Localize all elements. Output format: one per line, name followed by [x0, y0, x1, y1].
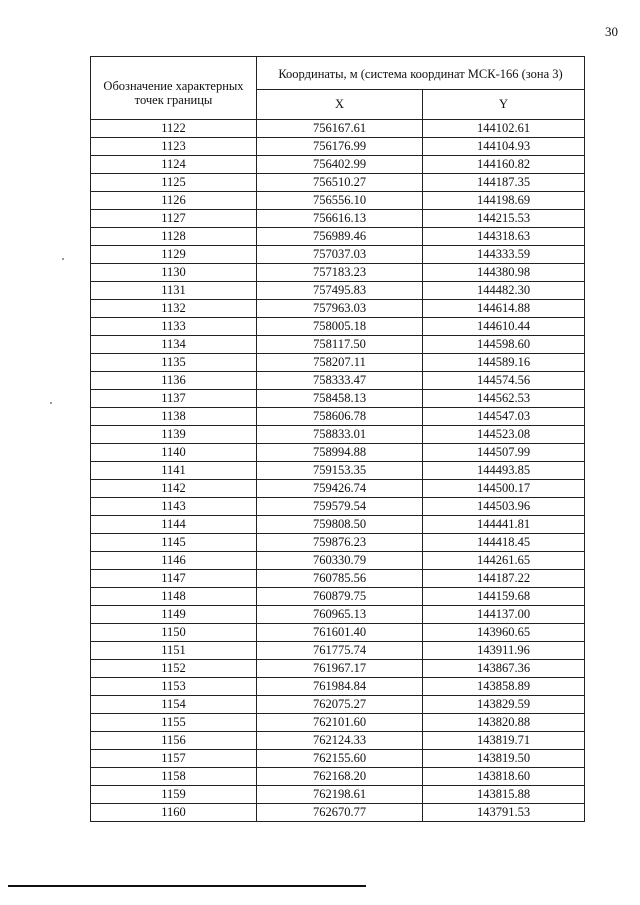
y-coordinate-cell: 144187.22 [423, 570, 585, 588]
x-coordinate-cell: 758994.88 [257, 444, 423, 462]
x-coordinate-cell: 757037.03 [257, 246, 423, 264]
point-id-cell: 1156 [91, 732, 257, 750]
table-header-row [91, 57, 585, 90]
x-coordinate-cell: 762155.60 [257, 750, 423, 768]
y-column-header: Y [423, 90, 585, 120]
x-coordinate-cell: 760965.13 [257, 606, 423, 624]
x-coordinate-cell: 760785.56 [257, 570, 423, 588]
designation-column-header: Обозначение характерных точек границы [91, 57, 257, 120]
table-row [91, 660, 585, 678]
table-row [91, 498, 585, 516]
x-coordinate-cell: 762101.60 [257, 714, 423, 732]
table-row [91, 426, 585, 444]
point-id-cell: 1149 [91, 606, 257, 624]
y-coordinate-cell: 143819.71 [423, 732, 585, 750]
y-coordinate-cell: 144159.68 [423, 588, 585, 606]
point-id-cell: 1133 [91, 318, 257, 336]
table-row [91, 408, 585, 426]
table-row [91, 174, 585, 192]
point-id-cell: 1150 [91, 624, 257, 642]
x-coordinate-cell: 758606.78 [257, 408, 423, 426]
table-row [91, 804, 585, 822]
page-number: 30 [605, 24, 618, 39]
y-coordinate-cell: 144614.88 [423, 300, 585, 318]
point-id-cell: 1155 [91, 714, 257, 732]
point-id-cell: 1143 [91, 498, 257, 516]
x-coordinate-cell: 756167.61 [257, 120, 423, 138]
point-id-cell: 1148 [91, 588, 257, 606]
table-row [91, 606, 585, 624]
x-coordinate-cell: 762168.20 [257, 768, 423, 786]
x-coordinate-cell: 759808.50 [257, 516, 423, 534]
y-coordinate-cell: 144198.69 [423, 192, 585, 210]
table-row [91, 246, 585, 264]
point-id-cell: 1132 [91, 300, 257, 318]
y-coordinate-cell: 144523.08 [423, 426, 585, 444]
y-coordinate-cell: 144215.53 [423, 210, 585, 228]
table-row [91, 156, 585, 174]
x-coordinate-cell: 760879.75 [257, 588, 423, 606]
y-coordinate-cell: 144507.99 [423, 444, 585, 462]
table-row [91, 210, 585, 228]
table-row [91, 642, 585, 660]
x-coordinate-cell: 761775.74 [257, 642, 423, 660]
x-coordinate-cell: 762075.27 [257, 696, 423, 714]
table-row [91, 588, 585, 606]
point-id-cell: 1134 [91, 336, 257, 354]
table-row [91, 372, 585, 390]
table-row [91, 714, 585, 732]
x-coordinate-cell: 757495.83 [257, 282, 423, 300]
y-coordinate-cell: 143858.89 [423, 678, 585, 696]
table-row [91, 336, 585, 354]
x-coordinate-cell: 758333.47 [257, 372, 423, 390]
x-coordinate-cell: 756616.13 [257, 210, 423, 228]
x-coordinate-cell: 761967.17 [257, 660, 423, 678]
y-coordinate-cell: 144380.98 [423, 264, 585, 282]
point-id-cell: 1160 [91, 804, 257, 822]
y-coordinate-cell: 144500.17 [423, 480, 585, 498]
table-row [91, 552, 585, 570]
x-coordinate-cell: 758458.13 [257, 390, 423, 408]
table-row [91, 390, 585, 408]
table-row [91, 696, 585, 714]
table-row [91, 138, 585, 156]
table-row [91, 318, 585, 336]
table-row [91, 732, 585, 750]
x-coordinate-cell: 758833.01 [257, 426, 423, 444]
table-row [91, 534, 585, 552]
x-coordinate-cell: 759876.23 [257, 534, 423, 552]
point-id-cell: 1135 [91, 354, 257, 372]
y-coordinate-cell: 144574.56 [423, 372, 585, 390]
x-coordinate-cell: 758117.50 [257, 336, 423, 354]
table-row [91, 462, 585, 480]
y-coordinate-cell: 144261.65 [423, 552, 585, 570]
y-coordinate-cell: 143867.36 [423, 660, 585, 678]
point-id-cell: 1127 [91, 210, 257, 228]
y-coordinate-cell: 144333.59 [423, 246, 585, 264]
y-coordinate-cell: 144160.82 [423, 156, 585, 174]
point-id-cell: 1123 [91, 138, 257, 156]
x-coordinate-cell: 762198.61 [257, 786, 423, 804]
scan-speck [62, 258, 64, 260]
table-row [91, 516, 585, 534]
y-coordinate-cell: 144318.63 [423, 228, 585, 246]
point-id-cell: 1139 [91, 426, 257, 444]
y-coordinate-cell: 144104.93 [423, 138, 585, 156]
y-coordinate-cell: 144137.00 [423, 606, 585, 624]
coordinates-table [90, 56, 585, 822]
point-id-cell: 1152 [91, 660, 257, 678]
x-coordinate-cell: 762124.33 [257, 732, 423, 750]
x-coordinate-cell: 761984.84 [257, 678, 423, 696]
scan-speck [50, 402, 52, 404]
point-id-cell: 1159 [91, 786, 257, 804]
table-row [91, 786, 585, 804]
table-row [91, 570, 585, 588]
point-id-cell: 1130 [91, 264, 257, 282]
table-row [91, 354, 585, 372]
y-coordinate-cell: 144503.96 [423, 498, 585, 516]
y-coordinate-cell: 144187.35 [423, 174, 585, 192]
y-coordinate-cell: 143791.53 [423, 804, 585, 822]
x-coordinate-cell: 758207.11 [257, 354, 423, 372]
x-coordinate-cell: 757963.03 [257, 300, 423, 318]
y-coordinate-cell: 143815.88 [423, 786, 585, 804]
point-id-cell: 1151 [91, 642, 257, 660]
point-id-cell: 1144 [91, 516, 257, 534]
y-coordinate-cell: 144610.44 [423, 318, 585, 336]
point-id-cell: 1153 [91, 678, 257, 696]
coordinates-group-header: Координаты, м (система координат МСК-166 (зона 3) [257, 57, 585, 90]
y-coordinate-cell: 143819.50 [423, 750, 585, 768]
point-id-cell: 1158 [91, 768, 257, 786]
x-coordinate-cell: 756402.99 [257, 156, 423, 174]
y-coordinate-cell: 143911.96 [423, 642, 585, 660]
table-row [91, 480, 585, 498]
point-id-cell: 1126 [91, 192, 257, 210]
y-coordinate-cell: 143829.59 [423, 696, 585, 714]
table-row [91, 264, 585, 282]
table-row [91, 444, 585, 462]
table-row [91, 228, 585, 246]
point-id-cell: 1140 [91, 444, 257, 462]
point-id-cell: 1129 [91, 246, 257, 264]
point-id-cell: 1142 [91, 480, 257, 498]
x-column-header: X [257, 90, 423, 120]
table-row [91, 750, 585, 768]
footer-rule [8, 885, 366, 887]
y-coordinate-cell: 144547.03 [423, 408, 585, 426]
x-coordinate-cell: 757183.23 [257, 264, 423, 282]
y-coordinate-cell: 144589.16 [423, 354, 585, 372]
point-id-cell: 1136 [91, 372, 257, 390]
table-row [91, 624, 585, 642]
point-id-cell: 1145 [91, 534, 257, 552]
point-id-cell: 1124 [91, 156, 257, 174]
x-coordinate-cell: 762670.77 [257, 804, 423, 822]
y-coordinate-cell: 144493.85 [423, 462, 585, 480]
x-coordinate-cell: 759153.35 [257, 462, 423, 480]
x-coordinate-cell: 758005.18 [257, 318, 423, 336]
table-row [91, 300, 585, 318]
x-coordinate-cell: 756556.10 [257, 192, 423, 210]
table-row [91, 120, 585, 138]
x-coordinate-cell: 756510.27 [257, 174, 423, 192]
y-coordinate-cell: 143820.88 [423, 714, 585, 732]
table-row [91, 768, 585, 786]
x-coordinate-cell: 760330.79 [257, 552, 423, 570]
table-row [91, 282, 585, 300]
point-id-cell: 1137 [91, 390, 257, 408]
point-id-cell: 1147 [91, 570, 257, 588]
point-id-cell: 1154 [91, 696, 257, 714]
point-id-cell: 1146 [91, 552, 257, 570]
x-coordinate-cell: 761601.40 [257, 624, 423, 642]
table-row [91, 192, 585, 210]
x-coordinate-cell: 756989.46 [257, 228, 423, 246]
point-id-cell: 1128 [91, 228, 257, 246]
x-coordinate-cell: 756176.99 [257, 138, 423, 156]
y-coordinate-cell: 144418.45 [423, 534, 585, 552]
y-coordinate-cell: 144598.60 [423, 336, 585, 354]
y-coordinate-cell: 144441.81 [423, 516, 585, 534]
point-id-cell: 1141 [91, 462, 257, 480]
y-coordinate-cell: 144102.61 [423, 120, 585, 138]
y-coordinate-cell: 144562.53 [423, 390, 585, 408]
point-id-cell: 1138 [91, 408, 257, 426]
point-id-cell: 1157 [91, 750, 257, 768]
x-coordinate-cell: 759426.74 [257, 480, 423, 498]
point-id-cell: 1122 [91, 120, 257, 138]
point-id-cell: 1131 [91, 282, 257, 300]
point-id-cell: 1125 [91, 174, 257, 192]
table-row [91, 678, 585, 696]
y-coordinate-cell: 144482.30 [423, 282, 585, 300]
x-coordinate-cell: 759579.54 [257, 498, 423, 516]
y-coordinate-cell: 143818.60 [423, 768, 585, 786]
y-coordinate-cell: 143960.65 [423, 624, 585, 642]
table-body [91, 120, 585, 822]
